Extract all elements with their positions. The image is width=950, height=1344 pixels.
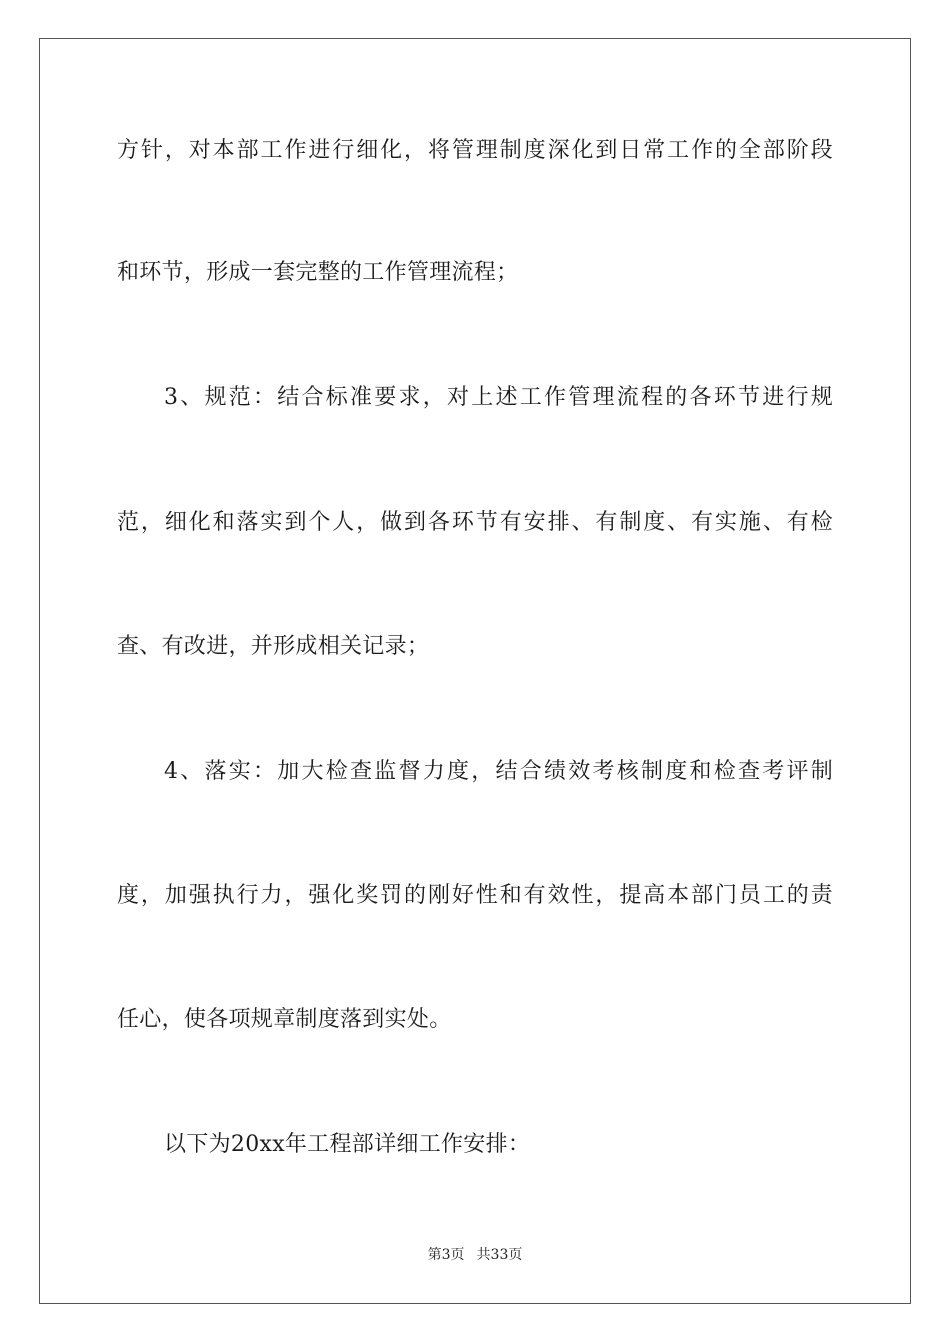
page-footer [0,1246,950,1264]
paragraph-4-line: 4、落实：加大检查监督力度，结合绩效考核制度和检查考评制 [164,759,833,784]
page-number: 第3页 [427,1247,465,1263]
total-pages: 共33页 [476,1247,523,1263]
page-frame [39,38,911,1304]
text-line: 任心，使各项规章制度落到实处。 [117,1007,452,1032]
text-line: 范，细化和落实到个人，做到各环节有安排、有制度、有实施、有检 [117,510,833,535]
text-line: 查、有改进，并形成相关记录； [117,634,430,659]
paragraph-3-line: 3、规范：结合标准要求，对上述工作管理流程的各环节进行规 [164,385,833,410]
work-schedule-intro-line: 以下为20xx年工程部详细工作安排： [164,1132,531,1157]
text-line: 方针，对本部工作进行细化，将管理制度深化到日常工作的全部阶段 [117,138,833,163]
text-line: 和环节，形成一套完整的工作管理流程； [117,260,519,285]
text-line: 度，加强执行力，强化奖罚的刚好性和有效性，提高本部门员工的责 [117,883,833,908]
